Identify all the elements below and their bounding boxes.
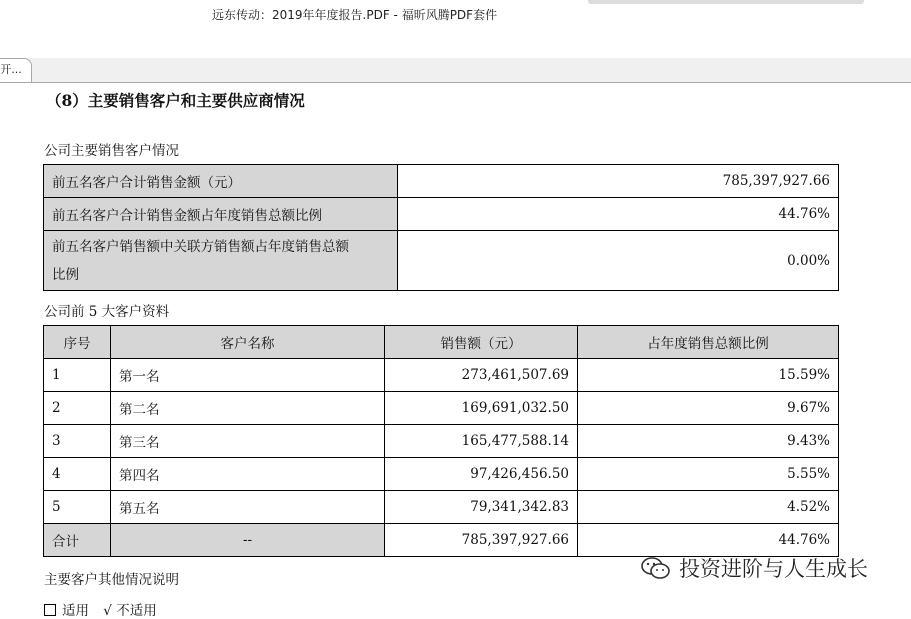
cell-amount: 273,461,507.69: [385, 359, 578, 392]
top-customers-table: [43, 325, 839, 557]
total-ratio: 44.76%: [578, 524, 839, 557]
customers-caption: 公司前 5 大客户资料: [44, 304, 170, 320]
window-controls[interactable]: [588, 0, 864, 4]
other-caption: 主要客户其他情况说明: [44, 572, 179, 588]
table-header-row: [44, 326, 839, 359]
summary-value: 44.76%: [398, 198, 839, 231]
table-row: [44, 425, 839, 458]
summary-row: [44, 198, 839, 231]
cell-no: 5: [44, 491, 111, 524]
cell-ratio: 15.59%: [578, 359, 839, 392]
cell-ratio: 5.55%: [578, 458, 839, 491]
table-row: [44, 491, 839, 524]
table-row: [44, 458, 839, 491]
cell-name: 第一名: [111, 359, 385, 392]
cell-no: 2: [44, 392, 111, 425]
check-mark-icon: √: [103, 603, 112, 619]
summary-value: 0.00%: [398, 231, 839, 291]
summary-label: 前五名客户合计销售金额占年度销售总额比例: [44, 198, 398, 231]
summary-row: [44, 165, 839, 198]
total-label: 合计: [44, 524, 111, 557]
cell-amount: 165,477,588.14: [385, 425, 578, 458]
table-row: [44, 392, 839, 425]
total-row: [44, 524, 839, 557]
cell-amount: 169,691,032.50: [385, 392, 578, 425]
summary-value: 785,397,927.66: [398, 165, 839, 198]
summary-row: [44, 231, 839, 291]
applicable-label: 适用: [62, 603, 89, 619]
checkbox-icon: [44, 604, 56, 616]
cell-no: 1: [44, 359, 111, 392]
summary-label: 前五名客户合计销售金额（元）: [44, 165, 398, 198]
header-name: 客户名称: [111, 326, 385, 359]
document-tab[interactable]: 开...: [0, 58, 32, 82]
watermark: [641, 553, 868, 583]
header-no: 序号: [44, 326, 111, 359]
cell-name: 第四名: [111, 458, 385, 491]
section-heading: （8）主要销售客户和主要供应商情况: [46, 91, 305, 110]
applicability-options: [44, 599, 157, 619]
sales-summary-table: [43, 164, 839, 291]
header-ratio: 占年度销售总额比例: [578, 326, 839, 359]
cell-ratio: 4.52%: [578, 491, 839, 524]
cell-name: 第三名: [111, 425, 385, 458]
pdf-page: [0, 83, 911, 619]
header-amount: 销售额（元）: [385, 326, 578, 359]
total-name: --: [111, 524, 385, 557]
window-title: 远东传动：2019年年度报告.PDF - 福昕风腾PDF套件: [212, 8, 498, 22]
cell-no: 4: [44, 458, 111, 491]
cell-name: 第二名: [111, 392, 385, 425]
summary-caption: 公司主要销售客户情况: [44, 143, 179, 159]
watermark-text: 投资进阶与人生成长: [679, 557, 868, 581]
cell-amount: 97,426,456.50: [385, 458, 578, 491]
cell-ratio: 9.43%: [578, 425, 839, 458]
wechat-icon: [641, 557, 671, 579]
tab-strip: [0, 58, 911, 83]
summary-label-line: 前五名客户销售额中关联方销售额占年度销售总额: [52, 238, 349, 255]
cell-name: 第五名: [111, 491, 385, 524]
cell-amount: 79,341,342.83: [385, 491, 578, 524]
summary-label: [44, 231, 398, 291]
title-bar: [0, 0, 911, 58]
cell-ratio: 9.67%: [578, 392, 839, 425]
cell-no: 3: [44, 425, 111, 458]
summary-label-line: 比例: [52, 266, 79, 283]
not-applicable-label: 不适用: [116, 603, 157, 619]
total-amount: 785,397,927.66: [385, 524, 578, 557]
table-row: [44, 359, 839, 392]
